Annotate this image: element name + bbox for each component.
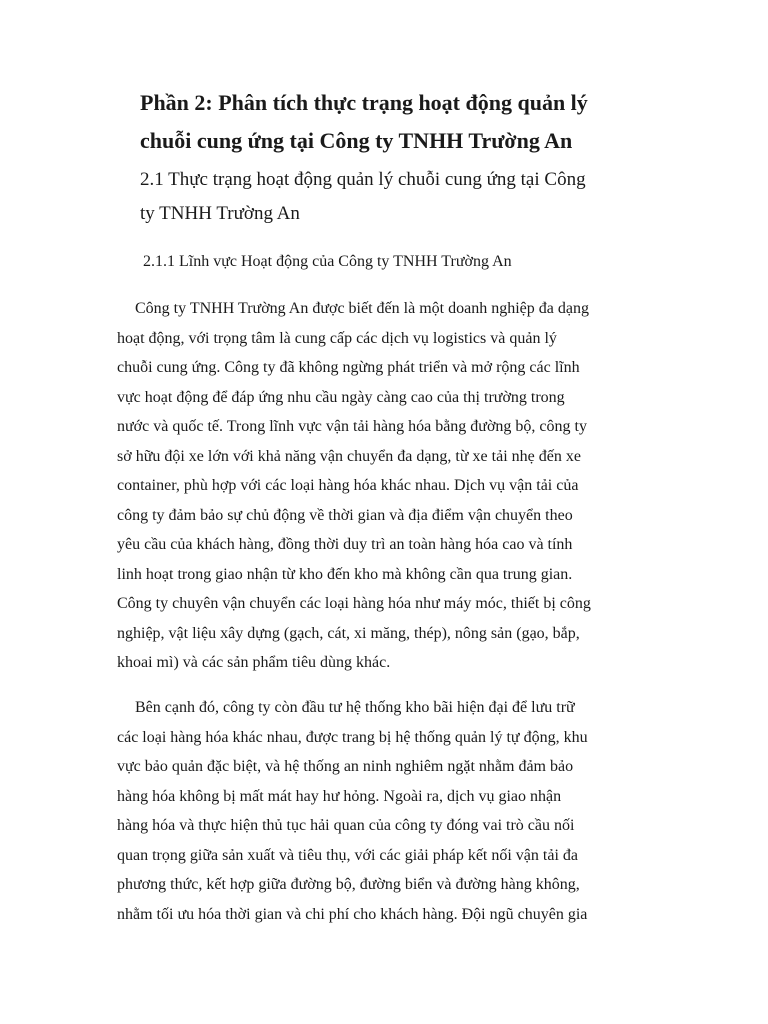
paragraph-line: hàng hóa không bị mất mát hay hư hỏng. Ngoài ra, dịch vụ giao nhận (117, 787, 562, 805)
paragraph-line: Công ty chuyên vận chuyển các loại hàng hóa như máy móc, thiết bị công (117, 595, 591, 612)
section-title (140, 163, 660, 231)
paragraph-line: linh hoạt trong giao nhận từ kho đến kho mà không cần qua trung gian. (117, 565, 573, 583)
paragraph-line: hoạt động, với trọng tâm là cung cấp các dịch vụ logistics và quản lý (117, 329, 557, 347)
paragraph-line: hàng hóa và thực hiện thủ tục hải quan của công ty đóng vai trò cầu nối (117, 817, 575, 834)
paragraph-line: container, phù hợp với các loại hàng hóa khác nhau. Dịch vụ vận tải của (117, 477, 579, 494)
paragraph-line: vực bảo quản đặc biệt, và hệ thống an ninh nghiêm ngặt nhằm đảm bảo (117, 758, 574, 775)
part-title (140, 84, 660, 160)
paragraph-line: các loại hàng hóa khác nhau, được trang bị hệ thống quản lý tự động, khu (117, 728, 588, 746)
paragraph-line: quan trọng giữa sản xuất và tiêu thụ, với các giải pháp kết nối vận tải đa (117, 846, 578, 864)
paragraph-line: công ty đảm bảo sự chủ động về thời gian và địa điểm vận chuyển theo (117, 506, 573, 524)
paragraph-line: nhằm tối ưu hóa thời gian và chi phí cho khách hàng. Đội ngũ chuyên gia (117, 905, 588, 923)
section-title-line-2: ty TNHH Trường An (140, 203, 300, 224)
paragraph-line: chuỗi cung ứng. Công ty đã không ngừng phát triển và mở rộng các lĩnh (117, 359, 580, 376)
paragraph-line: nước và quốc tế. Trong lĩnh vực vận tải hàng hóa bằng đường bộ, công ty (117, 418, 587, 435)
section-title-line-1: 2.1 Thực trạng hoạt động quản lý chuỗi cung ứng tại Công (140, 169, 586, 190)
paragraph-line: sở hữu đội xe lớn với khả năng vận chuyển đa dạng, từ xe tải nhẹ đến xe (117, 447, 581, 465)
paragraph-line: phương thức, kết hợp giữa đường bộ, đường biển và đường hàng không, (117, 876, 580, 893)
paragraph-line: Bên cạnh đó, công ty còn đầu tư hệ thống kho bãi hiện đại để lưu trữ (135, 699, 575, 716)
paragraph-line: yêu cầu của khách hàng, đồng thời duy trì an toàn hàng hóa cao và tính (117, 536, 573, 553)
part-title-line-1: Phần 2: Phân tích thực trạng hoạt động quản lý (140, 90, 588, 115)
paragraph-line: khoai mì) và các sản phẩm tiêu dùng khác. (117, 654, 391, 671)
paragraph-line: Công ty TNHH Trường An được biết đến là một doanh nghiệp đa dạng (135, 300, 589, 317)
paragraph-line: vực hoạt động để đáp ứng nhu cầu ngày càng cao của thị trường trong (117, 388, 565, 406)
body-paragraph-1 (117, 294, 662, 678)
part-title-line-2: chuỗi cung ứng tại Công ty TNHH Trường An (140, 128, 573, 153)
body-paragraph-2 (117, 693, 662, 929)
paragraph-line: nghiệp, vật liệu xây dựng (gạch, cát, xi măng, thép), nông sản (gạo, bắp, (117, 624, 580, 642)
subsection-title: 2.1.1 Lĩnh vực Hoạt động của Công ty TNHH Trường An (143, 253, 512, 270)
